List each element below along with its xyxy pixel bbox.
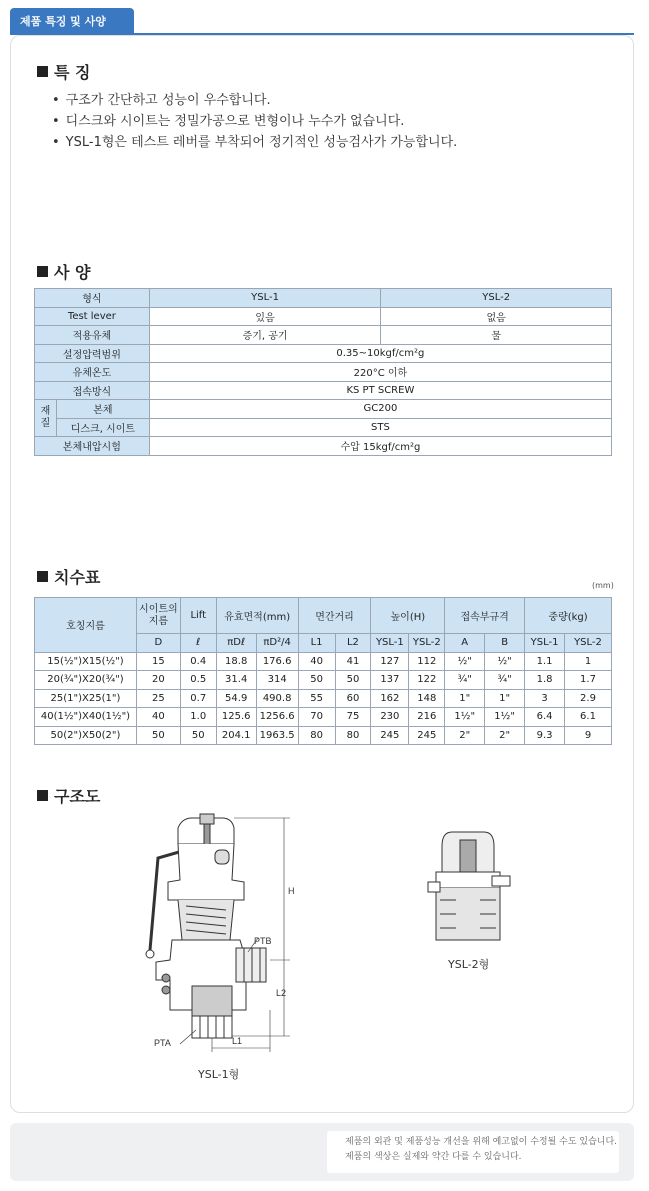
spec-heading (37, 260, 90, 283)
notice-line: 제품의 색상은 실제와 약간 다를 수 있습니다. (345, 1152, 522, 1162)
table-cell: 1963.5 (256, 726, 298, 745)
ysl1-caption: YSL-1형 (198, 1068, 240, 1081)
structure-drawing (120, 810, 540, 1060)
table-row (35, 652, 612, 671)
features-heading (37, 60, 90, 83)
table-cell: 54.9 (216, 689, 256, 708)
header-l: ℓ (180, 634, 216, 653)
table-cell: 40(1½")X40(1½") (35, 708, 137, 727)
square-bullet-icon (37, 571, 48, 582)
header-L1: L1 (298, 634, 335, 653)
table-cell: 216 (409, 708, 445, 727)
tab-product-features[interactable]: 제품 특징 및 사양 (10, 8, 134, 34)
table-cell: 6.4 (525, 708, 565, 727)
ptb-label: PTB (254, 936, 272, 946)
header-weight: 중량(kg) (525, 598, 612, 634)
table-cell: 1½" (485, 708, 525, 727)
table-cell: 9 (565, 726, 612, 745)
table-cell: 2" (485, 726, 525, 745)
table-cell: 1½" (445, 708, 485, 727)
table-cell: 40 (136, 708, 180, 727)
square-bullet-icon (37, 66, 48, 77)
spec-cell: 220°C 이하 (149, 363, 611, 382)
table-cell: 245 (371, 726, 409, 745)
table-cell: ¾" (445, 671, 485, 690)
table-cell: 314 (256, 671, 298, 690)
table-cell: 0.4 (180, 652, 216, 671)
features-title: 특 징 (54, 63, 91, 82)
table-row (35, 437, 612, 456)
table-cell: 176.6 (256, 652, 298, 671)
table-cell: 1256.6 (256, 708, 298, 727)
table-row (35, 363, 612, 382)
table-cell: 80 (298, 726, 335, 745)
table-cell: 204.1 (216, 726, 256, 745)
table-cell: 2.9 (565, 689, 612, 708)
structure-heading (37, 784, 100, 807)
table-cell: 230 (371, 708, 409, 727)
table-cell: 80 (335, 726, 371, 745)
table-cell: 127 (371, 652, 409, 671)
spec-label-material: 재질 (35, 400, 57, 437)
spec-label: 본체 (56, 400, 149, 419)
table-cell: 1.0 (180, 708, 216, 727)
table-cell: 1" (445, 689, 485, 708)
table-cell: 55 (298, 689, 335, 708)
table-cell: 2" (445, 726, 485, 745)
header-D: D (136, 634, 180, 653)
features-list (52, 90, 457, 153)
table-cell: 50 (335, 671, 371, 690)
spec-cell: GC200 (149, 400, 611, 419)
table-cell: 1.1 (525, 652, 565, 671)
table-cell: 40 (298, 652, 335, 671)
spec-label: 적용유체 (35, 326, 150, 345)
table-cell: 50(2")X50(2") (35, 726, 137, 745)
spec-header-ysl1: YSL-1 (149, 289, 381, 308)
table-cell: 162 (371, 689, 409, 708)
table-cell: 1" (485, 689, 525, 708)
spec-cell: 있음 (149, 307, 381, 326)
header-lift: Lift (180, 598, 216, 634)
table-cell: 50 (298, 671, 335, 690)
h-label: H (288, 886, 295, 896)
notice-line: 제품의 외관 및 제품성능 개선을 위해 예고없이 수정될 수도 있습니다. (345, 1137, 618, 1147)
table-cell: 245 (409, 726, 445, 745)
spec-cell: 증기, 공기 (149, 326, 381, 345)
table-cell: 6.1 (565, 708, 612, 727)
spec-label: Test lever (35, 307, 150, 326)
table-cell: 137 (371, 671, 409, 690)
table-cell: ½" (485, 652, 525, 671)
unit-label: (mm) (592, 581, 614, 590)
square-bullet-icon (37, 266, 48, 277)
ysl1-drawing (146, 814, 290, 1052)
table-cell: 50 (136, 726, 180, 745)
spec-label: 디스크, 시이트 (56, 418, 149, 437)
feature-item: • 디스크와 시이트는 정밀가공으로 변형이나 누수가 없습니다. (52, 111, 457, 132)
header-pid2: πD²/4 (256, 634, 298, 653)
header-w2: YSL-2 (565, 634, 612, 653)
table-row (35, 381, 612, 400)
dimensions-table (34, 597, 612, 745)
spec-cell: 없음 (381, 307, 612, 326)
table-row (35, 418, 612, 437)
table-cell: 3 (525, 689, 565, 708)
table-cell: 9.3 (525, 726, 565, 745)
spec-cell: 수압 15kgf/cm²g (149, 437, 611, 456)
l1-label: L1 (232, 1036, 243, 1046)
table-row (35, 289, 612, 308)
header-w1: YSL-1 (525, 634, 565, 653)
table-cell: 148 (409, 689, 445, 708)
header-height: 높이(H) (371, 598, 445, 634)
spec-label: 유체온도 (35, 363, 150, 382)
table-header-row (35, 598, 612, 634)
table-cell: 25(1")X25(1") (35, 689, 137, 708)
table-cell: 15(½")X15(½") (35, 652, 137, 671)
table-row (35, 326, 612, 345)
spec-label: 접속방식 (35, 381, 150, 400)
feature-item: • 구조가 간단하고 성능이 우수합니다. (52, 90, 457, 111)
table-row (35, 400, 612, 419)
table-row (35, 708, 612, 727)
table-cell: 0.5 (180, 671, 216, 690)
table-cell: 490.8 (256, 689, 298, 708)
table-cell: 70 (298, 708, 335, 727)
table-row (35, 307, 612, 326)
header-area: 유효면적(mm) (216, 598, 298, 634)
header-conn: 접속부규격 (445, 598, 525, 634)
square-bullet-icon (37, 790, 48, 801)
spec-table (34, 288, 612, 456)
header-pidl: πDℓ (216, 634, 256, 653)
table-row (35, 726, 612, 745)
pta-label: PTA (154, 1038, 171, 1048)
header-seat: 시이트의 지름 (136, 598, 180, 634)
spec-header-type: 형식 (35, 289, 150, 308)
table-cell: 1 (565, 652, 612, 671)
spec-cell: 0.35~10kgf/cm²g (149, 344, 611, 363)
header-h2: YSL-2 (409, 634, 445, 653)
header-face: 면간거리 (298, 598, 371, 634)
table-cell: 1.7 (565, 671, 612, 690)
table-cell: 125.6 (216, 708, 256, 727)
spec-header-ysl2: YSL-2 (381, 289, 612, 308)
table-row (35, 689, 612, 708)
table-cell: 20 (136, 671, 180, 690)
table-cell: 31.4 (216, 671, 256, 690)
ysl2-caption: YSL-2형 (448, 958, 490, 971)
header-A: A (445, 634, 485, 653)
table-cell: ½" (445, 652, 485, 671)
table-cell: 0.7 (180, 689, 216, 708)
spec-title: 사 양 (54, 263, 91, 282)
feature-item: • YSL-1형은 테스트 레버를 부착되어 정기적인 성능검사가 가능합니다. (52, 132, 457, 153)
spec-label: 본체내압시험 (35, 437, 150, 456)
structure-title: 구조도 (54, 787, 101, 806)
table-cell: 75 (335, 708, 371, 727)
table-cell: 15 (136, 652, 180, 671)
table-cell: 50 (180, 726, 216, 745)
table-cell: 1.8 (525, 671, 565, 690)
table-cell: 25 (136, 689, 180, 708)
header-nominal: 호칭지름 (35, 598, 137, 653)
dimensions-body (35, 652, 612, 745)
table-cell: ¾" (485, 671, 525, 690)
table-row (35, 344, 612, 363)
header-h1: YSL-1 (371, 634, 409, 653)
l2-label: L2 (276, 988, 287, 998)
table-row (35, 671, 612, 690)
footer-notice (327, 1131, 619, 1173)
table-cell: 122 (409, 671, 445, 690)
dimensions-heading (37, 565, 100, 588)
spec-label: 설정압력범위 (35, 344, 150, 363)
table-cell: 18.8 (216, 652, 256, 671)
table-cell: 20(¾")X20(¾") (35, 671, 137, 690)
header-B: B (485, 634, 525, 653)
dimensions-title: 치수표 (54, 568, 101, 587)
header-L2: L2 (335, 634, 371, 653)
spec-cell: STS (149, 418, 611, 437)
table-cell: 112 (409, 652, 445, 671)
spec-cell: 물 (381, 326, 612, 345)
spec-cell: KS PT SCREW (149, 381, 611, 400)
table-cell: 60 (335, 689, 371, 708)
ysl2-drawing (428, 832, 510, 940)
table-cell: 41 (335, 652, 371, 671)
